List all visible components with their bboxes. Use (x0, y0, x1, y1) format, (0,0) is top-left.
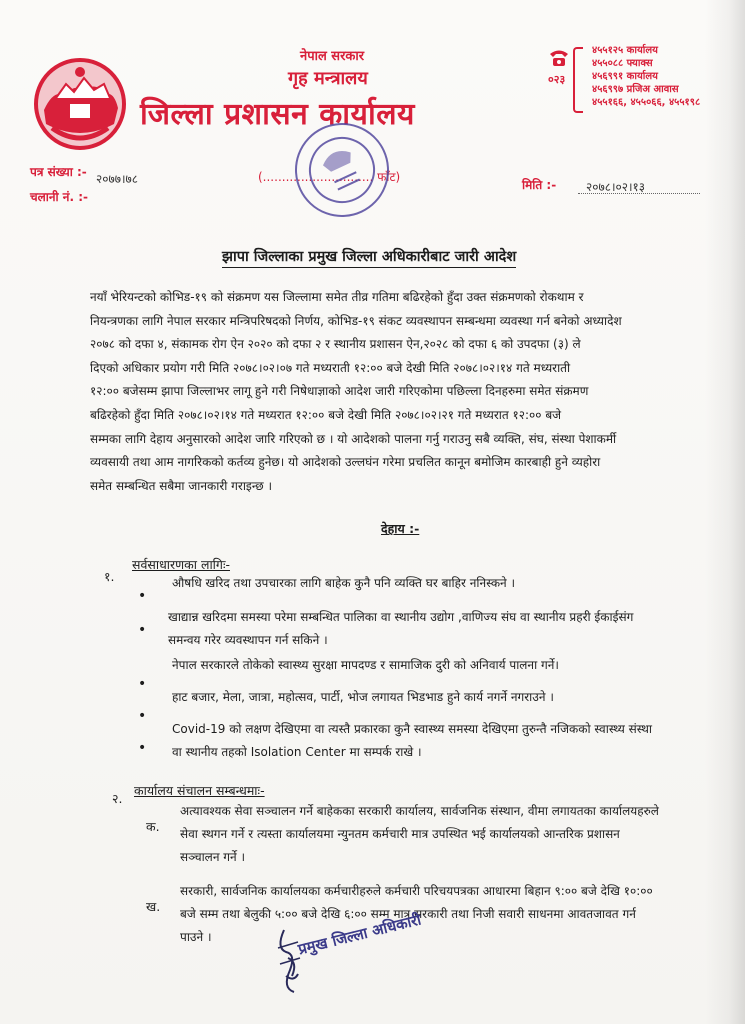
section-number: १. (104, 569, 115, 584)
date-value: २०७८।०२।१३ (586, 180, 646, 194)
contact-line: ४५६९९१ कार्यालय (592, 71, 658, 82)
page-edge-shadow (705, 0, 745, 1024)
government-name: नेपाल सरकार (300, 49, 365, 64)
bullet-icon: • (138, 676, 147, 692)
list-item (180, 880, 710, 949)
list-item-line: सरकारी, सार्वजनिक कार्यालयका कर्मचारीहरुले कर्मचारी परिचयपत्रका आधारमा बिहान ९:०० बजे देखि १०:०० (180, 884, 653, 898)
dispatch-number-label: चलानी नं. :- (30, 190, 88, 204)
ministry-name: गृह मन्त्रालय (288, 68, 368, 89)
contact-line: ४५५०८८ फ्याक्स (592, 58, 653, 69)
nepal-emblem-icon (34, 58, 126, 150)
intro-paragraph (90, 286, 710, 498)
list-item (172, 654, 559, 677)
paragraph-line: सम्मका लागि देहाय अनुसारको आदेश जारि गरिएको छ । यो आदेशको पालना गर्नु गराउनु सबै व्यक्ति, संघ, संस्था पेशाकर्मी (90, 431, 617, 446)
bullet-icon: • (138, 708, 147, 724)
contact-line: ४५५१६६, ४५५०६६, ४५५१९८ (592, 97, 701, 108)
contact-list (592, 44, 700, 109)
list-item-line: औषधि खरिद तथा उपचारका लागि बाहेक कुनै पनि व्यक्ति घर बाहिर ननिस्कने । (172, 576, 516, 590)
contact-line: ४५५१२५ कार्यालय (592, 45, 658, 56)
list-item-line: समन्वय गरेर व्यवस्थापन गर्न सकिने । (168, 633, 328, 647)
paragraph-line: २०७८ को दफा ४, संकामक रोग ऐन २०२० को दफा २ र स्थानीय प्रशासन ऐन,२०२८ को दफा ६ को उपदफा (३) ले (90, 337, 581, 352)
office-seal-stamp (290, 118, 394, 222)
list-item (172, 572, 515, 595)
paragraph-line: दिएको अधिकार प्रयोग गरी मिति २०७८।०२।०७ गते मध्यराती १२:०० बजे देखी मिति २०७८।०२।१४ गते मध्यराती (90, 360, 571, 375)
list-item-line: नेपाल सरकारले तोकेको स्वास्थ्य सुरक्षा मापदण्ड र सामाजिक दुरी को अनिवार्य पालना गर्ने। (172, 658, 559, 672)
area-code: ०२३ (548, 73, 566, 86)
bullet-icon: • (138, 740, 147, 756)
contact-brace (573, 47, 583, 113)
telephone-icon (548, 48, 570, 68)
section-number: २. (112, 791, 123, 806)
letter-number-value: २०७७।७८ (96, 172, 138, 186)
list-item-line: वा स्थानीय तहको Isolation Center मा सम्पर्क राखे । (172, 745, 422, 759)
list-item-line: अत्यावश्यक सेवा सञ्चालन गर्ने बाहेकका सरकारी कार्यालय, सार्वजनिक संस्थान, वीमा लगायतका कार्यालयहरुले (180, 804, 659, 818)
section-label: (............................. फाँट) (258, 170, 401, 184)
paragraph-line: नयाँ भेरियन्टको कोभिड-१९ को संक्रमण यस जिल्लामा समेत तीव्र गतिमा बढिरहेको हुँदा उक्त संक्रमणको रोकथाम र (90, 290, 584, 304)
office-name: जिल्ला प्रशासन कार्यालय (140, 97, 415, 132)
item-marker: ख. (146, 899, 161, 914)
order-title: झापा जिल्लाका प्रमुख जिल्ला अधिकारीबाट जारी आदेश (222, 246, 516, 268)
paragraph-line: बढिरहेको हुँदा मिति २०७८।०२।१४ गते मध्यरात १२:०० बजे देखी मिति २०७८।०२।२१ गते मध्यरात १२:०० बजे (90, 407, 562, 422)
section-heading: सर्वसाधारणका लागिः- (132, 557, 230, 572)
list-item (172, 718, 652, 764)
bullet-icon: • (138, 588, 147, 604)
date-label: मिति :- (522, 178, 557, 192)
list-item-line: हाट बजार, मेला, जात्रा, महोत्सव, पार्टी, भोज लगायत भिडभाड हुने कार्य नगर्ने नगराउने । (172, 690, 554, 704)
list-item-line: बजे सम्म तथा बेलुकी ५:०० बजे देखि ६:०० सम्म मात्र सरकारी तथा निजी सवारी साधनमा आवतजावत गर्न (180, 907, 636, 921)
list-item-line: खाद्यान्न खरिदमा समस्या परेमा सम्बन्धित पालिका वा स्थानीय उद्योग ,वाणिज्य संघ वा स्थानीय प्रहरी ईकाईसंग (168, 610, 634, 624)
list-item (180, 800, 710, 869)
list-item (168, 606, 633, 652)
list-item (172, 686, 554, 709)
letter-number-label: पत्र संख्या :- (30, 165, 87, 179)
paragraph-line: १२:०० बजेसम्म झापा जिल्लाभर लागू हुने गरी निषेधाज्ञाको आदेश जारी गरिएकोमा पछिल्ला दिनहरुमा समेत संक्रमण (90, 384, 589, 399)
contact-line: ४५६९९७ प्रजिअ आवास (592, 84, 679, 95)
list-item-line: सञ्चालन गर्ने । (180, 850, 246, 864)
list-item-line: सेवा स्थगन गर्ने र त्यस्ता कार्यालयमा न्युनतम कर्मचारी मात्र उपस्थित भई कार्यालयको आन्तरिक प्रशासन (180, 827, 620, 841)
signatory-title: प्रमुख जिल्ला अधिकारी (296, 910, 423, 959)
list-item-line: Covid-19 को लक्षण देखिएमा वा त्यस्तै प्रकारका कुनै स्वास्थ्य समस्या देखिएमा तुरुन्तै नजिकको स्वास्थ्य संस्था (172, 722, 652, 736)
section-heading: कार्यालय संचालन सम्बन्धमाः- (134, 783, 265, 798)
list-item-line: पाउने । (180, 930, 212, 944)
paragraph-line: समेत सम्बन्धित सबैमा जानकारी गराइन्छ । (90, 478, 273, 493)
paragraph-line: नियन्त्रणका लागि नेपाल सरकार मन्त्रिपरिषदको निर्णय, कोभिड-१९ संकट व्यवस्थापन सम्बन्धमा व्यवस्था गर्न बनेको अध्यादेश (90, 313, 622, 328)
schedule-heading: देहाय :- (381, 521, 420, 536)
date-dotted-line (578, 193, 700, 194)
paragraph-line: व्यवसायी तथा आम नागरिकको कर्तव्य हुनेछ। यो आदेशको उल्लघंन गरेमा प्रचलित कानून बमोजिम कारबाही हुने व्यहोरा (90, 455, 601, 470)
item-marker: क. (146, 819, 160, 834)
bullet-icon: • (138, 622, 147, 638)
